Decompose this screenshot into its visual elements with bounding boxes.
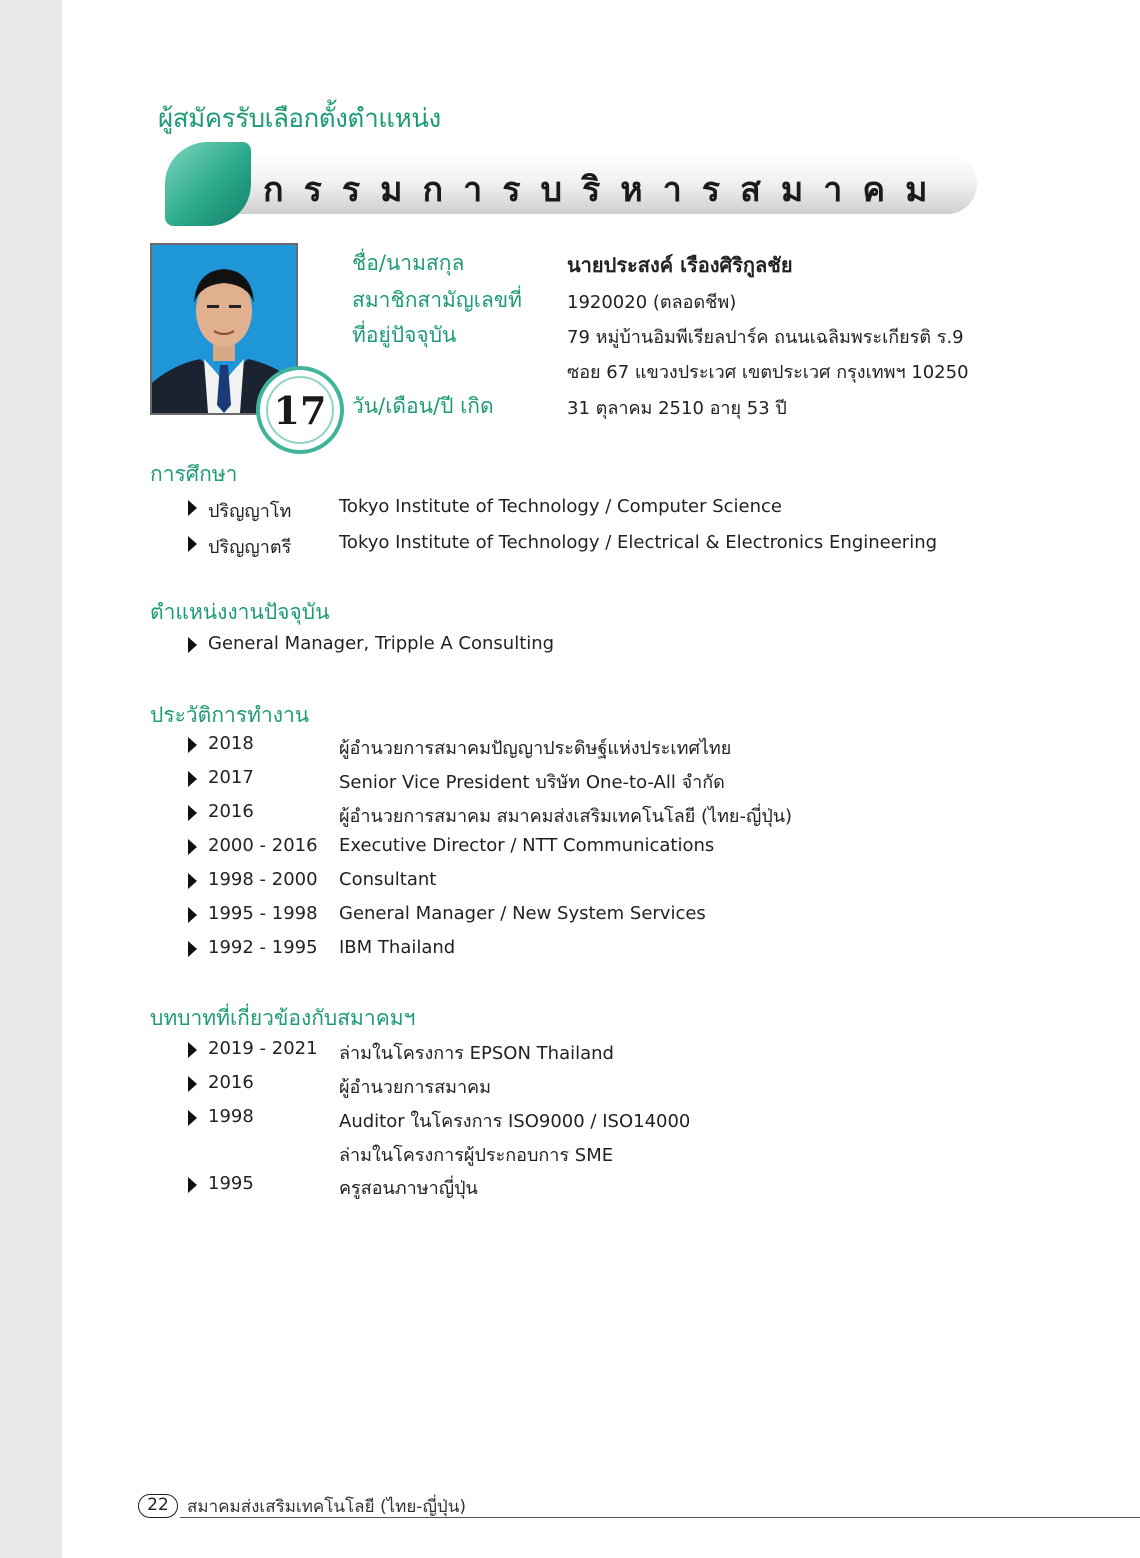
bullet-arrow-icon bbox=[188, 1076, 197, 1092]
leaf-icon bbox=[165, 142, 251, 226]
bullet-arrow-icon bbox=[188, 637, 197, 653]
role-detail: ล่ามในโครงการ EPSON Thailand bbox=[339, 1043, 614, 1064]
association-roles-title: บทบาทที่เกี่ยวข้องกับสมาคมฯ bbox=[150, 1006, 416, 1030]
position-detail: General Manager, Tripple A Consulting bbox=[208, 633, 555, 654]
member-number-value: 1920020 (ตลอดชีพ) bbox=[567, 292, 737, 313]
address-line-2: ซอย 67 แขวงประเวศ เขตประเวศ กรุงเทพฯ 10250 bbox=[567, 362, 969, 383]
role-year: 1995 bbox=[208, 1173, 254, 1194]
name-label: ชื่อ/นามสกุล bbox=[352, 251, 465, 275]
degree: ปริญญาตรี bbox=[208, 537, 292, 558]
current-position-title: ตำแหน่งงานปัจจุบัน bbox=[150, 600, 330, 624]
work-year: 2017 bbox=[208, 767, 254, 788]
bullet-arrow-icon bbox=[188, 1042, 197, 1058]
bullet-arrow-icon bbox=[188, 771, 197, 787]
bullet-arrow-icon bbox=[188, 737, 197, 753]
role-detail: ครูสอนภาษาญี่ปุ่น bbox=[339, 1178, 478, 1199]
degree-detail: Tokyo Institute of Technology / Electrical & Electronics Engineering bbox=[339, 532, 938, 553]
work-year: 1998 - 2000 bbox=[208, 869, 318, 890]
title-banner bbox=[165, 142, 977, 226]
work-detail: ผู้อำนวยการสมาคม สมาคมส่งเสริมเทคโนโลยี (ไทย-ญี่ปุ่น) bbox=[339, 806, 793, 827]
bullet-arrow-icon bbox=[188, 839, 197, 855]
work-history-title: ประวัติการทำงาน bbox=[150, 703, 310, 727]
banner-title: กรรมการบริหารสมาคม bbox=[263, 170, 948, 210]
bullet-arrow-icon bbox=[188, 536, 197, 552]
work-year: 2000 - 2016 bbox=[208, 835, 318, 856]
side-strip bbox=[0, 0, 62, 1558]
address-label: ที่อยู่ปัจจุบัน bbox=[352, 323, 457, 347]
role-detail: Auditor ในโครงการ ISO9000 / ISO14000 bbox=[339, 1111, 691, 1132]
bullet-arrow-icon bbox=[188, 873, 197, 889]
birthdate-value: 31 ตุลาคม 2510 อายุ 53 ปี bbox=[567, 398, 787, 419]
role-detail: ผู้อำนวยการสมาคม bbox=[339, 1077, 491, 1098]
bullet-arrow-icon bbox=[188, 805, 197, 821]
degree-detail: Tokyo Institute of Technology / Computer Science bbox=[339, 496, 782, 517]
birthdate-label: วัน/เดือน/ปี เกิด bbox=[352, 394, 494, 418]
page-subtitle: ผู้สมัครรับเลือกตั้งตำแหน่ง bbox=[158, 104, 441, 134]
work-year: 1992 - 1995 bbox=[208, 937, 318, 958]
role-detail: ล่ามในโครงการผู้ประกอบการ SME bbox=[339, 1145, 614, 1166]
work-detail: Executive Director / NTT Communications bbox=[339, 835, 715, 856]
work-detail: General Manager / New System Services bbox=[339, 903, 706, 924]
work-year: 2018 bbox=[208, 733, 254, 754]
work-year: 1995 - 1998 bbox=[208, 903, 318, 924]
degree: ปริญญาโท bbox=[208, 501, 292, 522]
name-value: นายประสงค์ เรืองศิริกูลชัย bbox=[567, 253, 793, 277]
page-number: 22 bbox=[138, 1494, 178, 1518]
work-detail: ผู้อำนวยการสมาคมปัญญาประดิษฐ์แห่งประเทศไทย bbox=[339, 738, 732, 759]
bullet-arrow-icon bbox=[188, 1177, 197, 1193]
bullet-arrow-icon bbox=[188, 1110, 197, 1126]
education-title: การศึกษา bbox=[150, 462, 238, 486]
role-year: 2016 bbox=[208, 1072, 254, 1093]
role-year: 1998 bbox=[208, 1106, 254, 1127]
member-number-label: สมาชิกสามัญเลขที่ bbox=[352, 288, 523, 312]
footer-text: สมาคมส่งเสริมเทคโนโลยี (ไทย-ญี่ปุ่น) bbox=[187, 1497, 466, 1517]
role-year: 2019 - 2021 bbox=[208, 1038, 318, 1059]
work-detail: Consultant bbox=[339, 869, 437, 890]
candidate-number-badge bbox=[256, 366, 344, 454]
footer-divider bbox=[180, 1517, 1140, 1518]
bullet-arrow-icon bbox=[188, 941, 197, 957]
bullet-arrow-icon bbox=[188, 907, 197, 923]
work-year: 2016 bbox=[208, 801, 254, 822]
address-line-1: 79 หมู่บ้านอิมพีเรียลปาร์ค ถนนเฉลิมพระเกียรติ ร.9 bbox=[567, 327, 964, 348]
work-detail: Senior Vice President บริษัท One-to-All จำกัด bbox=[339, 772, 725, 793]
bullet-arrow-icon bbox=[188, 500, 197, 516]
candidate-number: 17 bbox=[273, 387, 327, 433]
work-detail: IBM Thailand bbox=[339, 937, 456, 958]
